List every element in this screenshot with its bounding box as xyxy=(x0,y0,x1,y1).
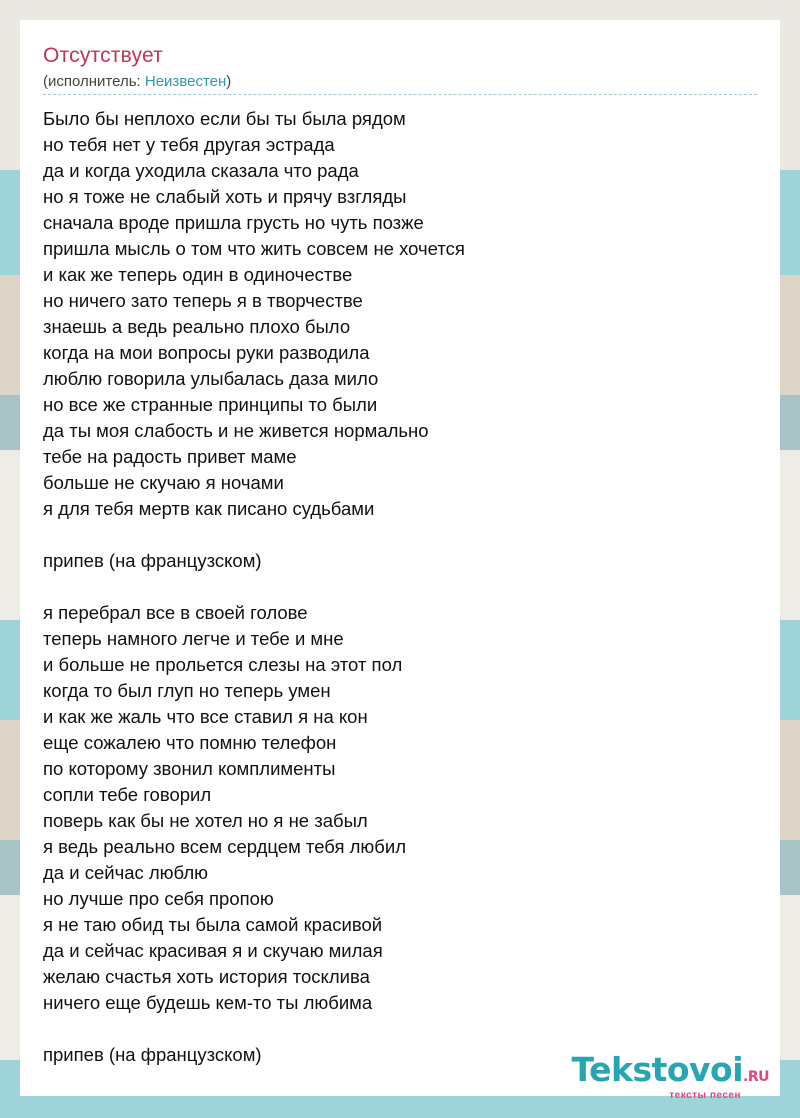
lyric-line: пришла мысль о том что жить совсем не хочется xyxy=(43,238,465,259)
lyric-line: люблю говорила улыбалась даза мило xyxy=(43,368,379,389)
lyrics-text xyxy=(43,106,465,1068)
lyric-line: когда на мои вопросы руки разводила xyxy=(43,342,370,363)
lyric-line: знаешь а ведь реально плохо было xyxy=(43,316,351,337)
lyric-line: когда то был глуп но теперь умен xyxy=(43,680,331,701)
lyric-blank-line xyxy=(43,1016,465,1042)
lyric-line: но тебя нет у тебя другая эстрада xyxy=(43,134,335,155)
lyric-line: но ничего зато теперь я в творчестве xyxy=(43,290,363,311)
lyric-line: я для тебя мертв как писано судьбами xyxy=(43,498,375,519)
lyric-line: ничего еще будешь кем-то ты любима xyxy=(43,992,373,1013)
lyric-line: припев (на французском) xyxy=(43,550,262,571)
lyric-line: но лучше про себя пропою xyxy=(43,888,274,909)
lyric-line: больше не скучаю я ночами xyxy=(43,472,284,493)
lyric-line: еще сожалею что помню телефон xyxy=(43,732,337,753)
artist-line xyxy=(43,73,231,90)
lyric-line: и как же теперь один в одиночестве xyxy=(43,264,353,285)
artist-link[interactable]: Неизвестен xyxy=(144,73,227,90)
lyric-line: сначала вроде пришла грусть но чуть позже xyxy=(43,212,424,233)
lyric-line: да и когда уходила сказала что рада xyxy=(43,160,359,181)
lyric-line: но все же странные принципы то были xyxy=(43,394,378,415)
artist-suffix: ) xyxy=(226,73,232,90)
logo-suffix: .RU xyxy=(743,1069,769,1085)
site-logo[interactable] xyxy=(571,1050,769,1101)
artist-prefix: (исполнитель: xyxy=(43,73,145,90)
lyric-line: я перебрал все в своей голове xyxy=(43,602,308,623)
lyric-line: Было бы неплохо если бы ты была рядом xyxy=(43,108,406,129)
logo-name: Tekstovoi xyxy=(571,1050,744,1089)
lyric-line: но я тоже не слабый хоть и прячу взгляды xyxy=(43,186,407,207)
logo-tagline: тексты песен xyxy=(669,1090,741,1101)
lyric-line: и больше не прольется слезы на этот пол xyxy=(43,654,403,675)
lyric-line: по которому звонил комплименты xyxy=(43,758,336,779)
lyric-line: да и сейчас красивая я и скучаю милая xyxy=(43,940,383,961)
lyric-line: да ты моя слабость и не живется нормально xyxy=(43,420,429,441)
lyric-line: и как же жаль что все ставил я на кон xyxy=(43,706,368,727)
divider xyxy=(43,94,757,95)
lyric-line: сопли тебе говорил xyxy=(43,784,212,805)
song-title: Отсутствует xyxy=(43,44,163,67)
lyric-blank-line xyxy=(43,522,465,548)
lyric-line: желаю счастья хоть история тосклива xyxy=(43,966,370,987)
lyrics-page xyxy=(20,20,780,1101)
lyric-blank-line xyxy=(43,574,465,600)
lyric-line: я не таю обид ты была самой красивой xyxy=(43,914,383,935)
lyric-line: да и сейчас люблю xyxy=(43,862,208,883)
lyric-line: я ведь реально всем сердцем тебя любил xyxy=(43,836,407,857)
lyric-line: припев (на французском) xyxy=(43,1044,262,1065)
lyric-line: теперь намного легче и тебе и мне xyxy=(43,628,344,649)
lyric-line: поверь как бы не хотел но я не забыл xyxy=(43,810,368,831)
lyric-line: тебе на радость привет маме xyxy=(43,446,297,467)
